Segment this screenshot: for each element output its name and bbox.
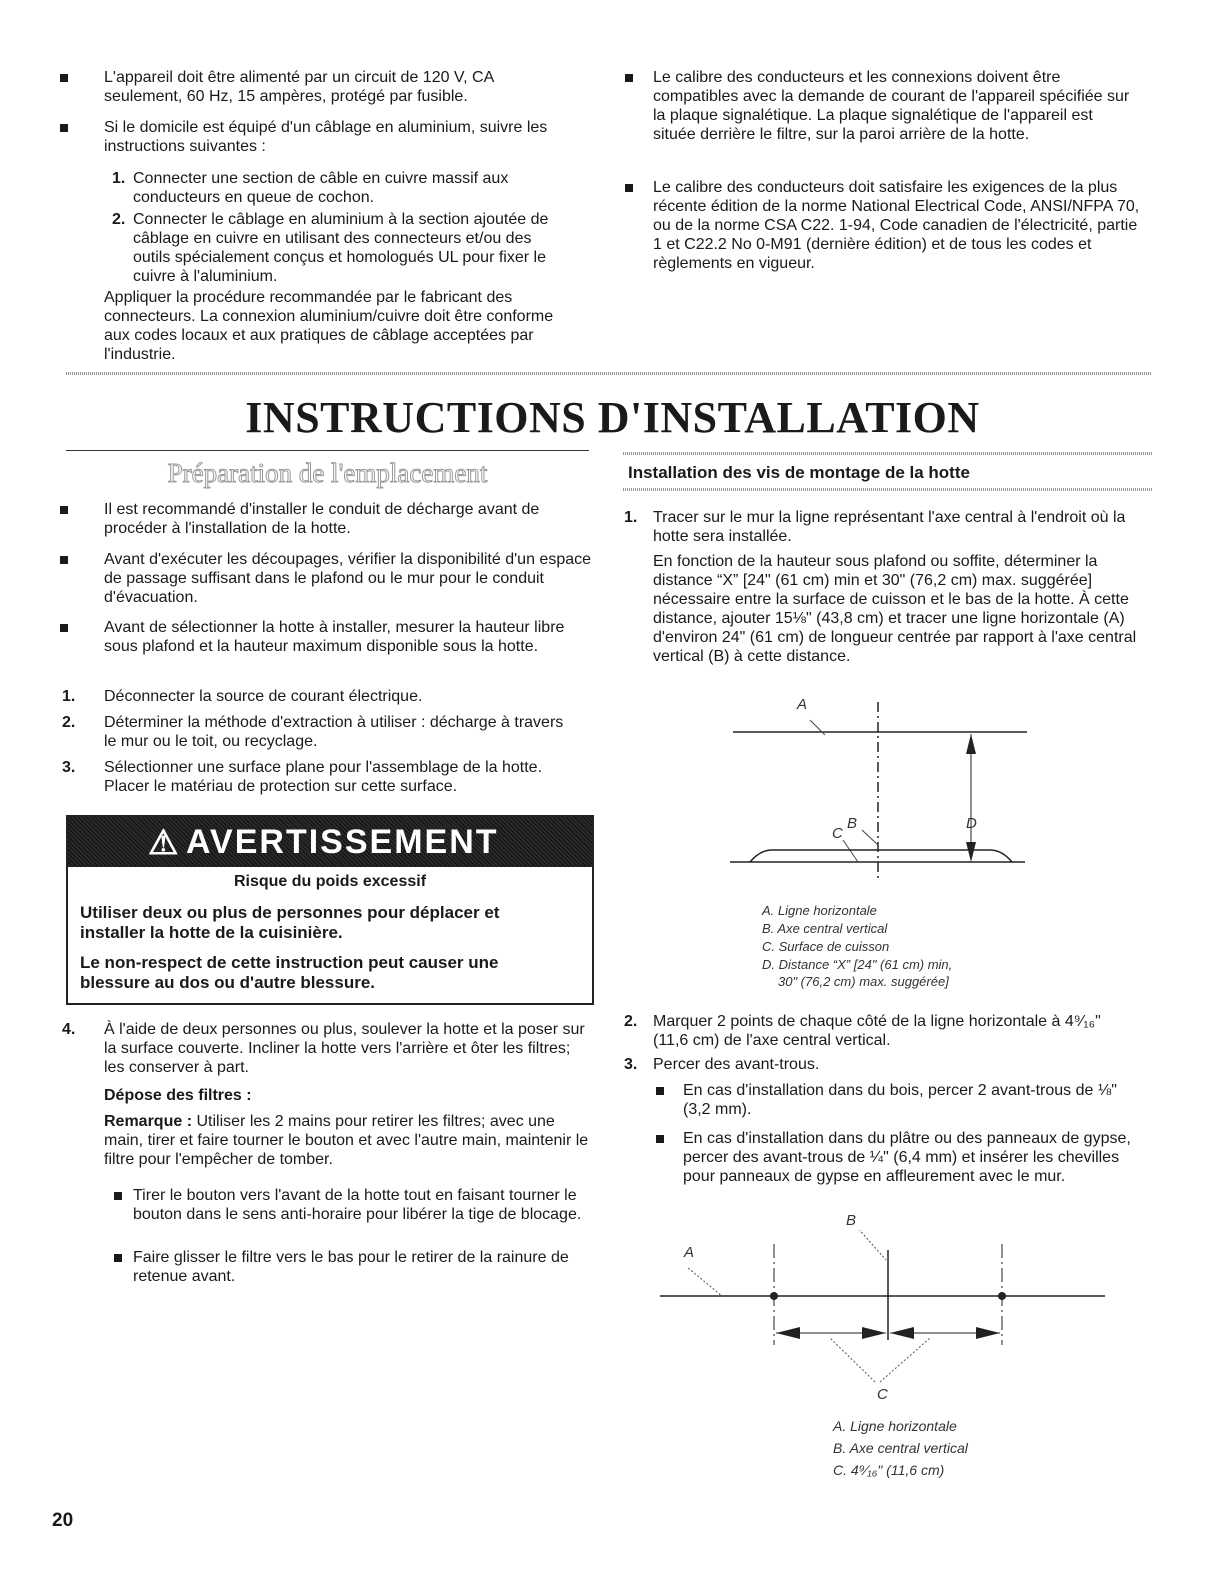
label-a-leader: [688, 1268, 722, 1296]
page-number: 20: [52, 1510, 74, 1531]
arrow-right-icon: [862, 1327, 886, 1339]
title-underline: [66, 450, 589, 451]
figure-2-caption-a: A. Ligne horizontale: [833, 1418, 957, 1434]
power-requirement-text: L'appareil doit être alimenté par un circuit de 120 V, CA seulement, 60 Hz, 15 ampères, protégé par fusible.: [104, 69, 494, 105]
warning-subtitle: Risque du poids excessif: [233, 873, 427, 890]
copper-section-step: Connecter une section de câble en cuivre massif aux conducteurs en queue de cochon.: [133, 170, 509, 206]
figure-1-label-d: D: [966, 815, 977, 832]
step-number: 1.: [62, 688, 76, 705]
step-number: 4.: [62, 1021, 76, 1038]
label-c-leader: [843, 840, 858, 862]
step-trace-axis: Tracer sur le mur la ligne représentant l'axe central à l'endroit où la hotte sera installée.: [653, 509, 1126, 545]
section-divider: [66, 372, 1152, 375]
subsection-title: Installation des vis de montage de la hotte: [628, 463, 970, 482]
warning-box: [66, 815, 594, 1005]
label-b-leader: [856, 1230, 886, 1260]
warning-header: [68, 817, 592, 867]
label-b-leader: [862, 830, 878, 845]
filter-bullet-2: Faire glisser le filtre vers le bas pour le retirer de la rainure de retenue avant.: [133, 1249, 569, 1285]
figure-2-caption-b: B. Axe central vertical: [833, 1440, 968, 1456]
step-number: 1.: [624, 509, 638, 526]
label-c-leader-right: [880, 1338, 930, 1382]
electrical-code-text: Le calibre des conducteurs doit satisfaire les exigences de la plus récente édition de la norme National Electrical Code, ANSI/NFPA 70, ou de la norme CSA C22. 1-94, Code canadien de l'électricité, partie 1 et C22.2 No 0-M91 (dernière édition) et de tous les codes et règlements en vigueur.: [653, 179, 1140, 272]
arrow-left-icon: [890, 1327, 914, 1339]
arrow-right-icon: [976, 1327, 1000, 1339]
step-number: 2.: [624, 1013, 638, 1030]
label-c-leader-left: [830, 1338, 875, 1382]
filter-removal-title: Dépose des filtres :: [104, 1087, 252, 1104]
distance-paragraph: En fonction de la hauteur sous plafond ou soffite, déterminer la distance “X” [24" (61 cm) min et 30" (76,2 cm) max. suggérée] nécessaire entre la surface de cuisson et le bas de la hotte. À cette distance, ajouter 15⅛" (43,8 cm) et tracer une ligne horizontale (A) d'environ 24" (61 cm) de longueur centrée par rapport à l'axe central vertical (B) à cette distance.: [653, 553, 1137, 665]
step-lift-hood: À l'aide de deux personnes ou plus, soulever la hotte et la poser sur la surface couverte. Incliner la hotte vers l'arrière et ôter les filtres; les conserver à part.: [104, 1021, 585, 1076]
prep-bullet-1: Il est recommandé d'installer le conduit de décharge avant de procéder à l'installation de la hotte.: [104, 501, 540, 537]
figure-1-label-a: A: [797, 696, 808, 713]
remark-label: Remarque :: [104, 1113, 193, 1130]
figure-1-label-c: C: [832, 825, 843, 842]
figure-1-label-b: B: [847, 815, 858, 832]
bullet-icon: [60, 624, 68, 632]
bullet-icon: [625, 74, 633, 82]
warning-heading: AVERTISSEMENT: [186, 823, 499, 861]
conductor-gauge-text: Le calibre des conducteurs et les connexions doivent être compatibles avec la demande de courant de l'appareil spécifiée sur la plaque signalétique. La plaque signalétique de l'appareil est située derrière le filtre, sur la paroi arrière de la hotte.: [653, 69, 1130, 143]
aluminum-wiring-text: Si le domicile est équipé d'un câblage en aluminium, suivre les instructions suivantes :: [104, 119, 548, 155]
step-number: 2.: [112, 211, 126, 228]
drill-drywall-bullet: En cas d'installation dans du plâtre ou des panneaux de gypse, percer des avant-trous de ¼" (6,4 mm) et insérer les chevilles pour panneaux de gypse en affleurement avec le mur.: [683, 1130, 1131, 1185]
bullet-icon: [60, 74, 68, 82]
figure-2-diagram: [650, 1230, 1120, 1410]
right-drill-point: [998, 1292, 1006, 1300]
figure-2-label-a: A: [684, 1244, 695, 1261]
step-number: 1.: [112, 170, 126, 187]
bullet-icon: [656, 1087, 664, 1095]
connector-procedure-paragraph: Appliquer la procédure recommandée par le fabricant des connecteurs. La connexion aluminium/cuivre doit être conforme aux codes locaux et aux pratiques de câblage acceptées par l'industrie.: [104, 289, 554, 363]
figure-1-caption-d1: D. Distance “X” [24" (61 cm) min,: [762, 957, 953, 972]
figure-2-caption-c: C. 4⁹⁄₁₆" (11,6 cm): [833, 1462, 945, 1478]
warning-icon: ⚠: [148, 824, 181, 862]
arrow-down-icon: [966, 842, 976, 862]
prep-bullet-2: Avant d'exécuter les découpages, vérifier la disponibilité d'un espace de passage suffisant dans le plafond ou le mur pour le conduit d'évacuation.: [104, 551, 592, 606]
figure-2-label-b: B: [846, 1212, 857, 1229]
figure-1-caption-c: C. Surface de cuisson: [762, 939, 890, 954]
step-disconnect-power: Déconnecter la source de courant électrique.: [104, 688, 423, 705]
figure-1-caption-a: A. Ligne horizontale: [762, 903, 877, 918]
step-drill-holes: Percer des avant-trous.: [653, 1056, 820, 1073]
warning-line-2: Le non-respect de cette instruction peut causer une blessure au dos ou d'autre blessure.: [80, 953, 499, 992]
warning-line-1: Utiliser deux ou plus de personnes pour déplacer et installer la hotte de la cuisinière.: [80, 903, 500, 942]
left-drill-point: [770, 1292, 778, 1300]
figure-1-caption-d2: 30" (76,2 cm) max. suggérée]: [778, 974, 949, 989]
arrow-up-icon: [966, 734, 976, 754]
step-extraction-method: Déterminer la méthode d'extraction à utiliser : décharge à travers le mur ou le toit, ou recyclage.: [104, 714, 564, 750]
prep-bullet-3: Avant de sélectionner la hotte à installer, mesurer la hauteur libre sous plafond et la hauteur maximum disponible sous la hotte.: [104, 619, 565, 655]
bullet-icon: [114, 1254, 122, 1262]
bullet-icon: [656, 1135, 664, 1143]
connect-aluminum-step: Connecter le câblage en aluminium à la section ajoutée de câblage en cuivre en utilisant des connecteurs et/ou des outils spécialement conçus et homologués UL pour fixer le cuivre à l'aluminium.: [133, 211, 549, 285]
step-mark-points: Marquer 2 points de chaque côté de la ligne horizontale à 4⁹⁄₁₆" (11,6 cm) de l'axe central vertical.: [653, 1013, 1101, 1049]
step-flat-surface: Sélectionner une surface plane pour l'assemblage de la hotte. Placer le matériau de protection sur cette surface.: [104, 759, 543, 795]
step-number: 3.: [62, 759, 76, 776]
filter-bullet-1: Tirer le bouton vers l'avant de la hotte tout en faisant tourner le bouton dans le sens anti-horaire pour libérer la tige de blocage.: [133, 1187, 582, 1223]
subsection-divider: [623, 452, 1153, 455]
bullet-icon: [114, 1192, 122, 1200]
step-number: 2.: [62, 714, 76, 731]
figure-1-caption-b: B. Axe central vertical: [762, 921, 888, 936]
figure-2-label-c: C: [877, 1386, 888, 1403]
remark-text: Utiliser les 2 mains pour retirer les filtres; avec une main, tirer et faire tourner le bouton et avec l'autre main, maintenir le filtre pour l'empêcher de tomber.: [104, 1113, 589, 1168]
figure-1-diagram: [700, 690, 1040, 890]
remark-paragraph: [104, 1112, 589, 1169]
subsection-divider: [623, 488, 1153, 491]
drill-wood-bullet: En cas d'installation dans du bois, percer 2 avant-trous de ⅛" (3,2 mm).: [683, 1082, 1117, 1118]
bullet-icon: [60, 556, 68, 564]
bullet-icon: [625, 184, 633, 192]
bullet-icon: [60, 506, 68, 514]
page-title: INSTRUCTIONS D'INSTALLATION: [245, 393, 980, 442]
step-number: 3.: [624, 1056, 638, 1073]
bullet-icon: [60, 124, 68, 132]
section-title: Préparation de l'emplacement: [167, 458, 488, 488]
arrow-left-icon: [776, 1327, 800, 1339]
